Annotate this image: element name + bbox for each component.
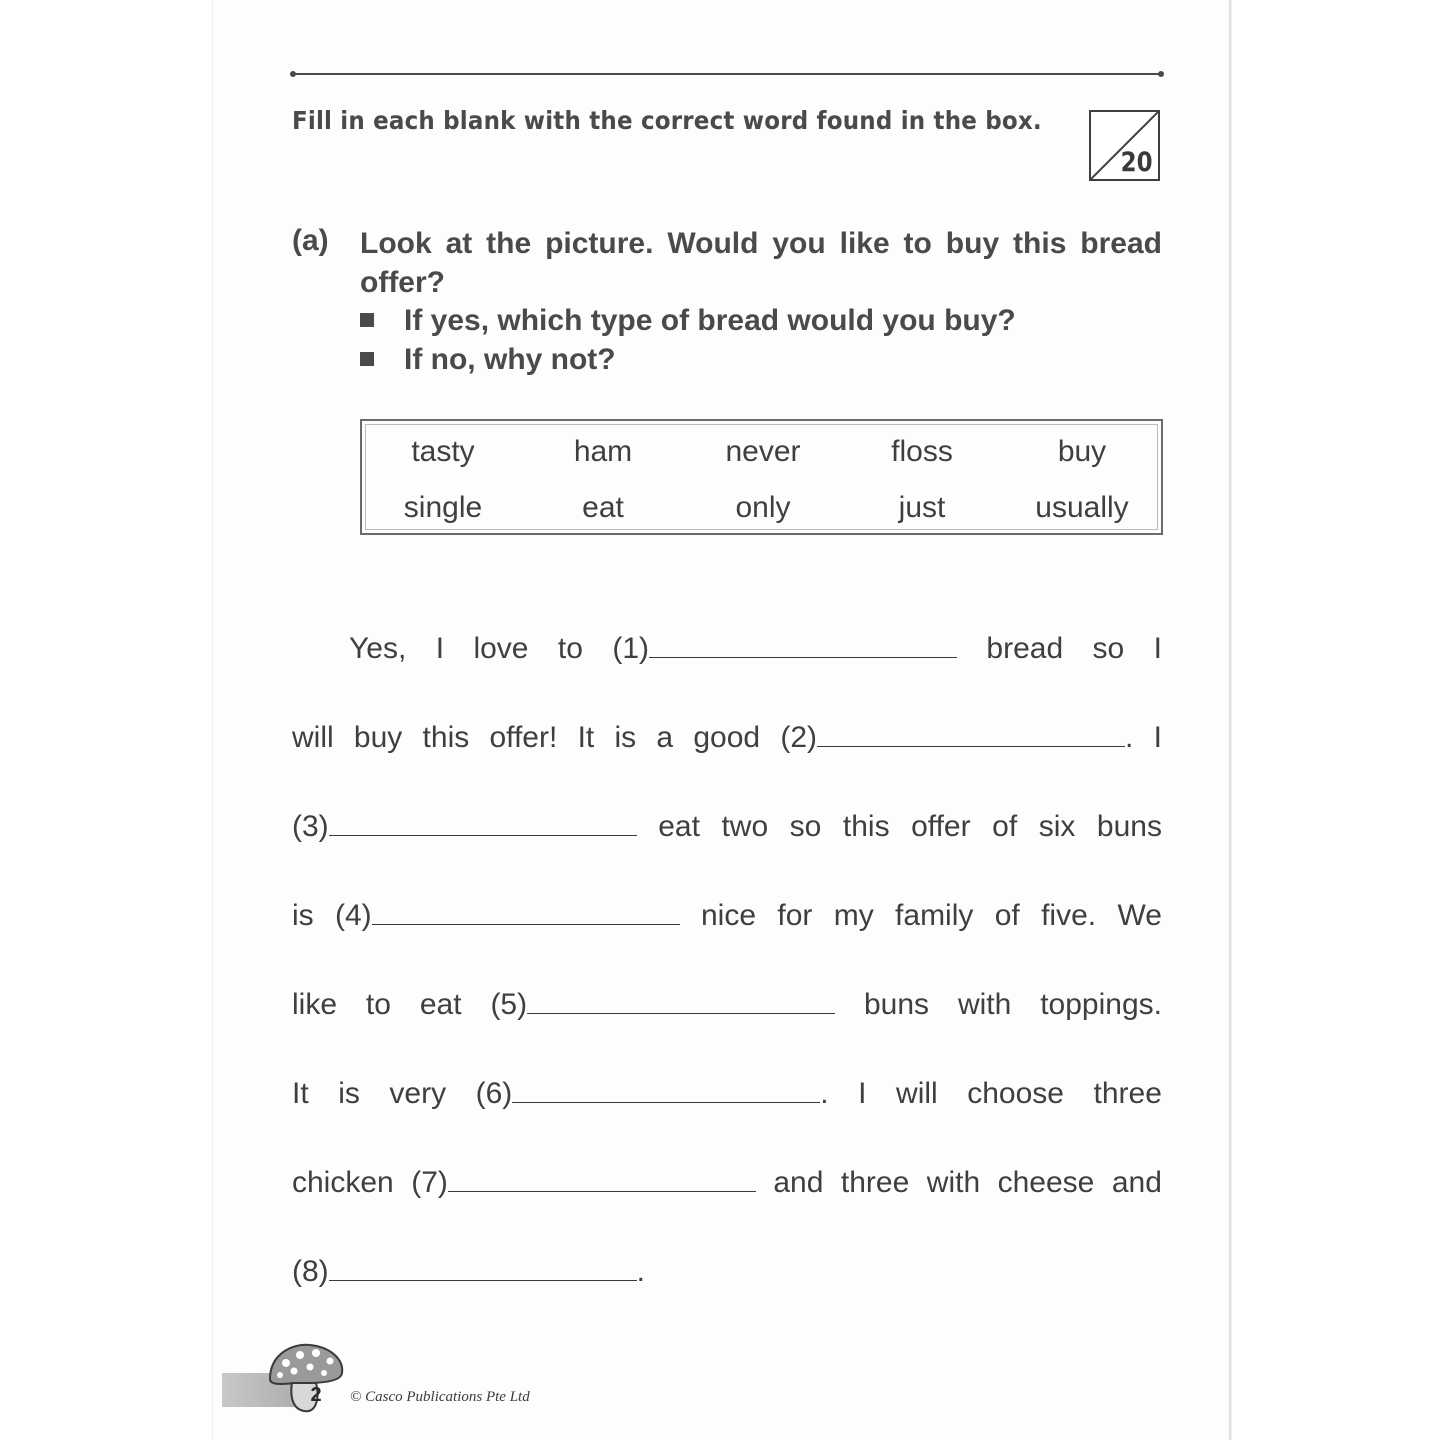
passage-word: to	[557, 632, 583, 665]
passage-word: buy	[353, 721, 403, 754]
blank-group	[612, 632, 957, 666]
passage-word: and	[773, 1166, 824, 1199]
passage-word: three	[840, 1166, 910, 1199]
passage-word: I	[1153, 721, 1162, 754]
passage-word: buns	[864, 988, 930, 1021]
word-bank-item: tasty	[411, 435, 475, 468]
blank-group	[490, 988, 835, 1022]
word-bank-item: floss	[891, 435, 953, 468]
passage-word: very	[389, 1077, 447, 1110]
blank-group	[292, 1255, 645, 1289]
passage-word: for	[777, 899, 813, 932]
word-bank-box	[360, 419, 1163, 535]
passage-word: five.	[1041, 899, 1097, 932]
word-bank-item: eat	[582, 491, 624, 524]
answer-blank-2[interactable]	[817, 745, 1125, 747]
passage-word: offer!	[489, 721, 558, 754]
word-bank-item: buy	[1057, 435, 1107, 468]
passage-word: cheese	[997, 1166, 1095, 1199]
passage-word: eat	[419, 988, 462, 1021]
blank-group	[411, 1166, 756, 1200]
passage-word: family	[895, 899, 974, 932]
score-total: 20	[1121, 147, 1153, 178]
blank-number: (1)	[612, 632, 649, 665]
answer-blank-3[interactable]	[329, 834, 637, 836]
blank-number: (8)	[292, 1255, 329, 1288]
copyright-text: © Casco Publications Pte Ltd	[350, 1389, 530, 1405]
top-divider	[293, 73, 1161, 75]
passage-word: I	[1153, 632, 1162, 665]
bullet-text: If yes, which type of bread would you buy?	[404, 304, 1016, 337]
passage-line	[349, 626, 1162, 666]
passage-word: of	[992, 810, 1018, 843]
passage-word: bread	[986, 632, 1064, 665]
passage-word: good	[693, 721, 761, 754]
passage-word: three	[1093, 1077, 1162, 1110]
passage-word: my	[833, 899, 874, 932]
passage-word: is	[338, 1077, 360, 1110]
passage-word: I	[858, 1077, 867, 1110]
blank-number: (3)	[292, 810, 329, 843]
blank-number: (4)	[335, 899, 372, 932]
blank-number: (7)	[411, 1166, 448, 1199]
answer-blank-7[interactable]	[448, 1190, 756, 1192]
passage-word: offer	[911, 810, 971, 843]
passage-word: Yes,	[349, 632, 407, 665]
passage-word: with	[957, 988, 1012, 1021]
word-bank-item: single	[403, 491, 483, 524]
blank-number: (2)	[780, 721, 818, 754]
passage-punctuation: .	[820, 1077, 829, 1110]
passage-line	[292, 1071, 1162, 1111]
bullet-item	[360, 343, 616, 377]
passage-word: will	[896, 1077, 938, 1110]
passage-word: of	[994, 899, 1020, 932]
passage-word: choose	[967, 1077, 1064, 1110]
passage-word: with	[926, 1166, 981, 1199]
passage-word: eat	[658, 810, 700, 843]
bullet-item	[360, 304, 1016, 338]
instruction-text: Fill in each blank with the correct word found in the box.	[292, 106, 1042, 135]
score-box	[1089, 110, 1160, 181]
passage-word: six	[1038, 810, 1076, 843]
passage-word: is	[292, 899, 314, 932]
bullet-square-icon	[360, 352, 374, 366]
word-bank-item: ham	[573, 435, 633, 468]
passage-line	[292, 982, 1162, 1022]
answer-blank-4[interactable]	[372, 923, 680, 925]
passage-word: a	[656, 721, 674, 754]
passage-word: and	[1111, 1166, 1162, 1199]
passage-word: nice	[701, 899, 757, 932]
word-bank-item: just	[898, 491, 946, 524]
passage-line	[292, 715, 1162, 755]
passage-word: this	[422, 721, 470, 754]
word-bank-item: usually	[1035, 491, 1129, 524]
passage-word: so	[1092, 632, 1125, 665]
passage-punctuation: .	[636, 1255, 646, 1288]
blank-group	[292, 810, 637, 844]
passage-line	[292, 893, 1162, 933]
passage-word: to	[365, 988, 391, 1021]
passage-word: It	[577, 721, 595, 754]
passage-line	[292, 1160, 1162, 1200]
blank-group	[476, 1077, 829, 1111]
passage-word: is	[614, 721, 637, 754]
passage-word: like	[292, 988, 338, 1021]
blank-group	[335, 899, 680, 933]
answer-blank-6[interactable]	[512, 1101, 820, 1103]
passage-line	[292, 804, 1162, 844]
word-bank-item: only	[735, 491, 791, 524]
passage-word: We	[1117, 899, 1162, 932]
question-label: (a)	[292, 224, 329, 257]
word-bank-item: never	[725, 435, 801, 468]
blank-number: (6)	[475, 1077, 513, 1110]
passage-word: love	[473, 632, 529, 665]
passage-word: so	[789, 810, 822, 843]
blank-number: (5)	[490, 988, 528, 1021]
passage-punctuation: .	[1125, 721, 1134, 754]
passage-word: chicken	[292, 1166, 394, 1199]
passage-word: this	[842, 810, 890, 843]
passage-line	[292, 1249, 1162, 1289]
answer-blank-1[interactable]	[649, 656, 957, 658]
passage-word: will	[292, 721, 334, 754]
passage-word: two	[721, 810, 769, 843]
passage-word: buns	[1096, 810, 1162, 843]
answer-blank-8[interactable]	[329, 1279, 637, 1281]
passage-word: It	[292, 1077, 309, 1110]
question-text: Look at the picture. Would you like to buy this bread offer?	[360, 227, 1162, 299]
passage-word: I	[435, 632, 445, 665]
bullet-square-icon	[360, 313, 374, 327]
passage-word: toppings.	[1040, 988, 1162, 1021]
page-edge-shadow	[1229, 0, 1232, 1440]
page-number: 2	[310, 1384, 322, 1406]
bullet-text: If no, why not?	[404, 343, 616, 376]
blank-group	[780, 721, 1133, 755]
answer-blank-5[interactable]	[527, 1012, 835, 1014]
